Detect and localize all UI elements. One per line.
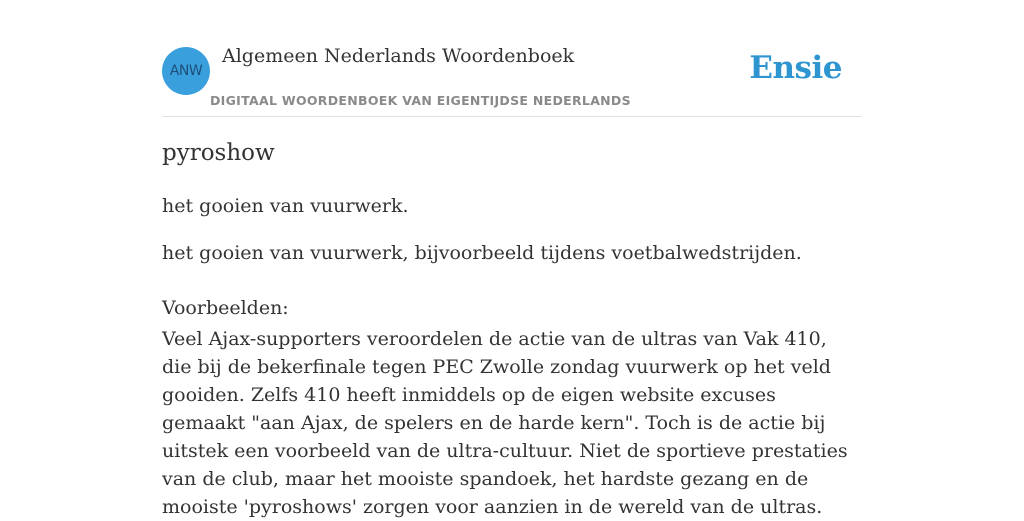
anw-logo[interactable]: ANW [162, 47, 210, 95]
short-definition: het gooien van vuurwerk. [162, 195, 409, 217]
page [162, 0, 862, 518]
site-header [162, 0, 862, 117]
examples-label: Voorbeelden: [162, 297, 289, 319]
long-definition: het gooien van vuurwerk, bijvoorbeeld tijdens voetbalwedstrijden. [162, 242, 802, 264]
ensie-brand-logo[interactable]: Ensie [749, 50, 842, 86]
entry-headword: pyroshow [162, 140, 275, 166]
site-subtitle: DIGITAAL WOORDENBOEK VAN EIGENTIJDSE NEDERLANDS [210, 93, 631, 108]
site-title[interactable]: Algemeen Nederlands Woordenboek [222, 45, 575, 67]
example-text: Veel Ajax-supporters veroordelen de actie van de ultras van Vak 410, die bij de bekerfinale tegen PEC Zwolle zondag vuurwerk op het veld gooiden. Zelfs 410 heeft inmiddels op de eigen website excuses gemaakt "aan Ajax, de spelers en de harde kern". Toch is de actie bij uitstek een voorbeeld van de ultra-cultuur. Niet de sportieve prestaties van de club, maar het mooiste spandoek, het hardste gezang en de mooiste 'pyroshows' zorgen voor aanzien in de wereld van de ultras. [162, 328, 848, 518]
